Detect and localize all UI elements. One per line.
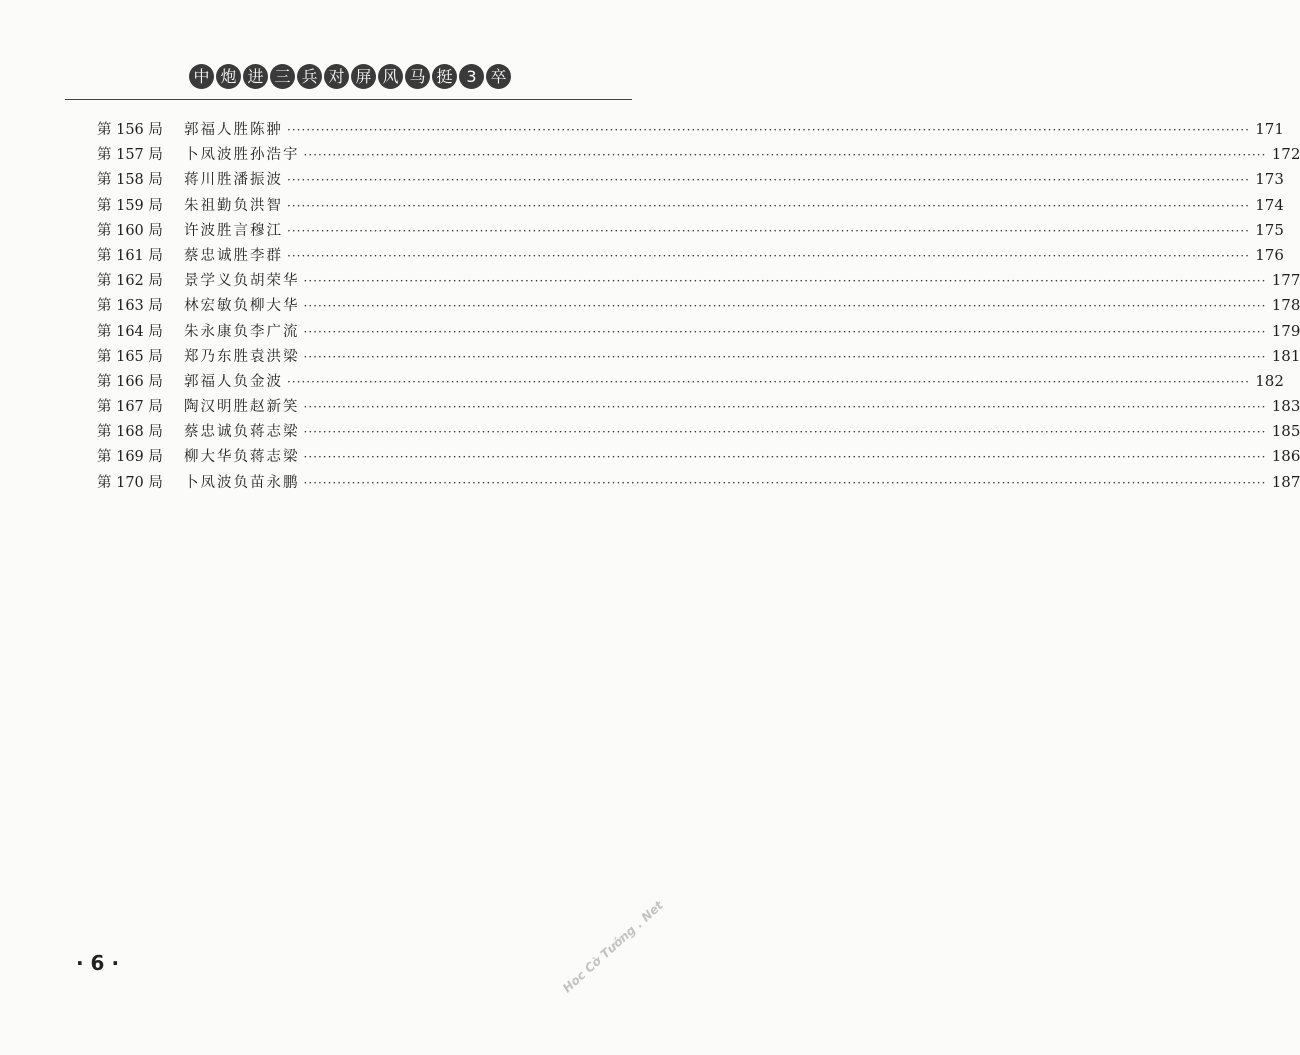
- toc-game-title: 卜凤波胜孙浩宇: [184, 147, 300, 164]
- toc-game-number: 第 167 局: [97, 399, 163, 416]
- toc-game-title: 朱永康负李广流: [184, 323, 300, 340]
- toc-leader-dots: ········································································································································································································: [303, 324, 1267, 339]
- toc-game-number: 第 163 局: [97, 298, 163, 315]
- toc-page-number: 176: [1255, 245, 1284, 264]
- toc-game-number: 第 169 局: [97, 449, 163, 466]
- toc-page-number: 187: [1271, 472, 1300, 491]
- toc-game-title: 蒋川胜潘振波: [184, 172, 283, 189]
- toc-page-number: 185: [1271, 422, 1300, 441]
- toc-game-number: 第 159 局: [97, 197, 163, 214]
- watermark: Hoc Cờ Tướng . Net: [560, 898, 666, 996]
- header-title-char: 风: [378, 64, 403, 89]
- header-title-char: 兵: [297, 64, 322, 89]
- toc-row[interactable]: [97, 345, 1300, 370]
- toc-game-title: 柳大华负蒋志梁: [184, 449, 300, 466]
- toc-page-number: 183: [1271, 397, 1300, 416]
- toc-leader-dots: ········································································································································································································: [287, 248, 1250, 263]
- toc-page-number: 175: [1255, 220, 1284, 239]
- toc-row[interactable]: [97, 118, 1284, 143]
- table-of-contents: [97, 118, 1300, 496]
- toc-leader-dots: ········································································································································································································: [287, 123, 1250, 137]
- header-title-char: 三: [270, 64, 295, 89]
- toc-page-number: 171: [1255, 120, 1284, 138]
- toc-page-number: 178: [1271, 296, 1300, 315]
- header-title-char: 炮: [216, 64, 241, 89]
- toc-game-title: 许波胜言穆江: [184, 222, 283, 239]
- toc-game-number: 第 157 局: [97, 147, 163, 164]
- header-title-char: 卒: [486, 64, 511, 89]
- toc-leader-dots: ········································································································································································································: [287, 198, 1250, 213]
- toc-game-title: 郭福人胜陈翀: [184, 122, 283, 138]
- toc-page-number: 173: [1255, 170, 1284, 189]
- header-title-char: 挺: [432, 64, 457, 89]
- toc-game-number: 第 161 局: [97, 247, 163, 264]
- toc-leader-dots: ········································································································································································································: [303, 349, 1267, 364]
- toc-row[interactable]: [97, 471, 1300, 496]
- header-title: [0, 64, 700, 89]
- toc-row[interactable]: [97, 370, 1284, 395]
- toc-game-title: 景学义负胡荣华: [184, 273, 300, 290]
- toc-game-number: 第 158 局: [97, 172, 163, 189]
- header-title-char: 进: [243, 64, 268, 89]
- toc-leader-dots: ········································································································································································································: [287, 173, 1250, 188]
- header-rule: [65, 99, 632, 100]
- toc-leader-dots: ········································································································································································································: [303, 148, 1267, 163]
- toc-leader-dots: ········································································································································································································: [287, 374, 1250, 389]
- toc-row[interactable]: [97, 445, 1300, 470]
- header-title-char: 中: [189, 64, 214, 89]
- toc-page-number: 186: [1271, 447, 1300, 466]
- header-title-char: 3: [459, 64, 484, 89]
- toc-game-number: 第 156 局: [97, 122, 163, 138]
- toc-page-number: 182: [1255, 371, 1284, 390]
- toc-row[interactable]: [97, 143, 1300, 168]
- header-title-char: 屏: [351, 64, 376, 89]
- toc-page-number: 174: [1255, 195, 1284, 214]
- toc-page-number: 177: [1271, 271, 1300, 290]
- toc-game-number: 第 164 局: [97, 323, 163, 340]
- toc-page-number: 172: [1271, 145, 1300, 164]
- toc-leader-dots: ········································································································································································································: [303, 425, 1267, 440]
- toc-row[interactable]: [97, 194, 1284, 219]
- toc-row[interactable]: [97, 420, 1300, 445]
- toc-game-title: 林宏敏负柳大华: [184, 298, 300, 315]
- toc-leader-dots: ········································································································································································································: [303, 274, 1267, 289]
- toc-game-title: 陶汉明胜赵新笑: [184, 399, 300, 416]
- page-number: · 6 ·: [76, 951, 120, 975]
- toc-game-number: 第 160 局: [97, 222, 163, 239]
- toc-row[interactable]: [97, 244, 1284, 269]
- toc-row[interactable]: [97, 219, 1284, 244]
- toc-game-number: 第 166 局: [97, 373, 163, 390]
- toc-leader-dots: ········································································································································································································: [303, 450, 1267, 465]
- toc-game-title: 卜凤波负苗永鹏: [184, 474, 300, 491]
- toc-row[interactable]: [97, 269, 1300, 294]
- toc-row[interactable]: [97, 294, 1300, 319]
- toc-page-number: 181: [1271, 346, 1300, 365]
- header-title-char: 对: [324, 64, 349, 89]
- toc-page-number: 179: [1271, 321, 1300, 340]
- toc-game-title: 郑乃东胜袁洪梁: [184, 348, 300, 365]
- toc-leader-dots: ········································································································································································································: [303, 299, 1267, 314]
- toc-leader-dots: ········································································································································································································: [303, 475, 1267, 490]
- toc-game-title: 蔡忠诚胜李群: [184, 247, 283, 264]
- toc-game-title: 蔡忠诚负蒋志梁: [184, 424, 300, 441]
- toc-game-number: 第 168 局: [97, 424, 163, 441]
- toc-game-number: 第 165 局: [97, 348, 163, 365]
- toc-game-number: 第 170 局: [97, 474, 163, 491]
- toc-leader-dots: ········································································································································································································: [303, 400, 1267, 415]
- toc-game-title: 郭福人负金波: [184, 373, 283, 390]
- toc-leader-dots: ········································································································································································································: [287, 223, 1250, 238]
- toc-row[interactable]: [97, 395, 1300, 420]
- header-title-char: 马: [405, 64, 430, 89]
- toc-row[interactable]: [97, 168, 1284, 193]
- toc-row[interactable]: [97, 320, 1300, 345]
- toc-game-title: 朱祖勤负洪智: [184, 197, 283, 214]
- toc-game-number: 第 162 局: [97, 273, 163, 290]
